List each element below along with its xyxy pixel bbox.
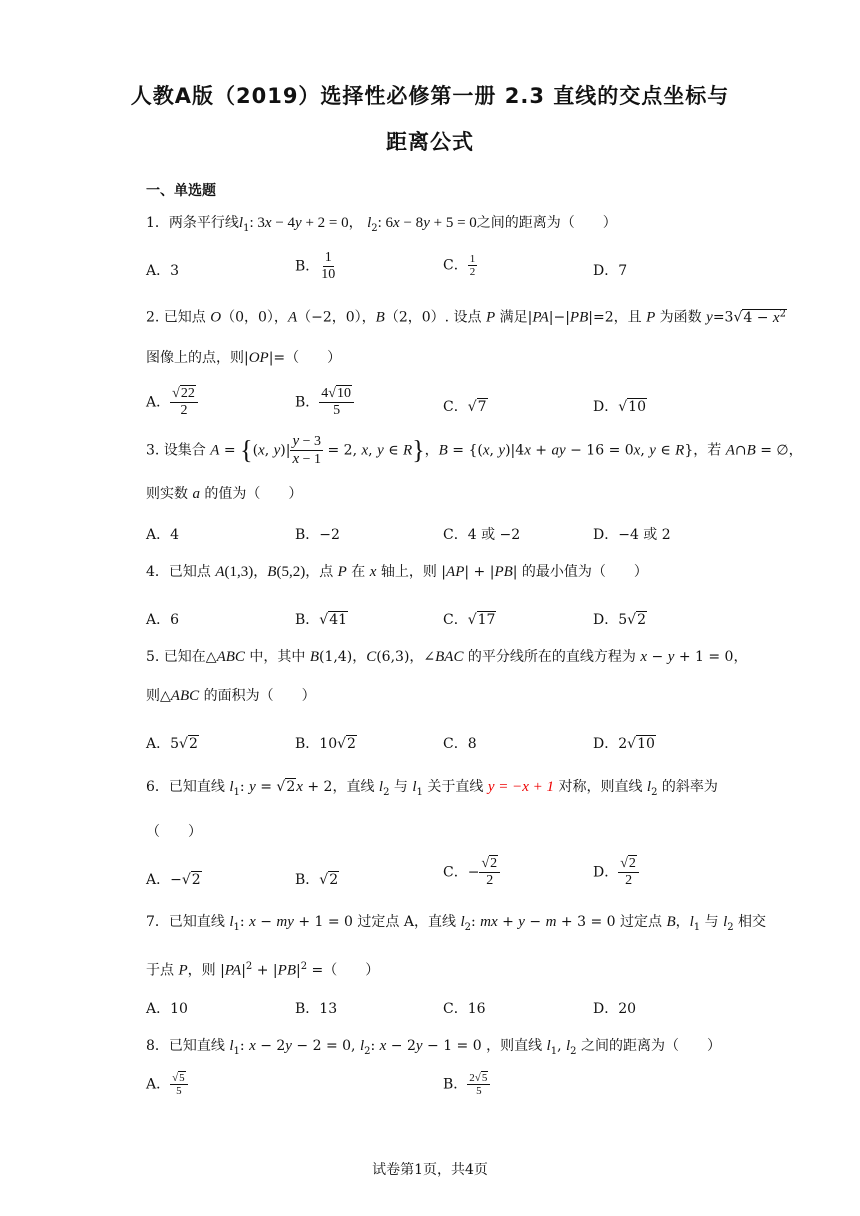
page-title-line1: 人教A版（2019）选择性必修第一册 2.3 直线的交点坐标与 bbox=[130, 84, 730, 108]
q2-option-a: A． $\frac{√22}{2}$ bbox=[146, 386, 198, 419]
q4-option-d: D．5√2 bbox=[593, 612, 646, 628]
question-5-cont: 则△ABC 的面积为（ ） bbox=[146, 688, 316, 704]
q5-option-b: B．10√2 bbox=[295, 736, 356, 752]
q6-option-d: D． $\frac{√2}{2}$ bbox=[593, 856, 639, 889]
q2-option-b: B． $\frac{4√10}{5}$ bbox=[295, 386, 354, 419]
q1-option-a: A．3 bbox=[146, 263, 180, 279]
question-2-cont: 图像上的点，则|OP|=（ ） bbox=[146, 350, 342, 366]
q1-option-b: B． $\frac{1}{10}$ bbox=[295, 250, 336, 282]
q8-option-b: B． $\frac{2√5}{5}$ bbox=[443, 1072, 490, 1097]
question-3: 3. 设集合 A = {(x, y)| $\frac{y - 3}{x - 1}$ = 2, x, y ∈ R}，B = {(x, y)|4x + ay − 16 = 0x, y ∈ R}，若 A∩B = ∅， bbox=[146, 433, 803, 467]
question-6: 6．已知直线 $l_1$: y = √2x + 2，直线 $l_2$ 与 $l_1$ 关于直线 y = −x + 1 对称，则直线 $l_2$ 的斜率为 bbox=[146, 779, 718, 798]
q1-option-d: D．7 bbox=[593, 263, 628, 279]
q6-option-b: B．√2 bbox=[295, 872, 339, 888]
page-title-line2: 距离公式 bbox=[386, 130, 474, 154]
q4-option-c: C．√17 bbox=[443, 612, 496, 628]
q3-option-b: B．−2 bbox=[295, 527, 340, 543]
page-footer: 试卷第1页，共4页 bbox=[372, 1162, 488, 1178]
question-3-cont: 则实数 a 的值为（ ） bbox=[146, 486, 303, 502]
q2-option-d: D．√10 bbox=[593, 399, 646, 415]
question-5: 5. 已知在△ABC 中，其中 B(1,4)，C(6,3)，∠BAC 的平分线所在的直线方程为 x − y + 1 = 0， bbox=[146, 649, 748, 665]
question-7-cont: 于点 P，则 $|PA|^2 + |PB|^2$ =（ ） bbox=[146, 961, 380, 979]
q7-option-b: B．13 bbox=[295, 1001, 338, 1017]
q3-option-a: A．4 bbox=[146, 527, 180, 543]
question-7: 7．已知直线 $l_1$: x − my + 1 = 0 过定点 A，直线 $l_2$: mx + y − m + 3 = 0 过定点 B，$l_1$ 与 $l_2$ 相交 bbox=[146, 914, 767, 933]
q3-option-d: D．−4 或 2 bbox=[593, 527, 671, 543]
question-6-cont: （ ） bbox=[146, 824, 202, 840]
q4-option-a: A．6 bbox=[146, 612, 180, 628]
q6-option-c: C．− $\frac{√2}{2}$ bbox=[443, 856, 500, 889]
question-4: 4．已知点 A(1,3)，B(5,2)，点 P 在 x 轴上，则 |AP| + |PB| 的最小值为（ ） bbox=[146, 564, 648, 580]
q5-option-c: C．8 bbox=[443, 736, 477, 752]
q8-option-a: A． $\frac{√5}{5}$ bbox=[146, 1072, 188, 1097]
q7-option-a: A．10 bbox=[146, 1001, 188, 1017]
q6-option-a: A．−√2 bbox=[146, 872, 201, 888]
question-1: 1．两条平行线$l_1$: 3x − 4y + 2 = 0， $l_2$: 6x − 8y + 5 = 0之间的距离为（ ） bbox=[146, 215, 617, 234]
section-heading: 一、单选题 bbox=[146, 183, 216, 199]
q7-option-c: C．16 bbox=[443, 1001, 486, 1017]
question-2: 2. 已知点 O（0，0），A（−2，0），B（2，0）. 设点 P 满足|PA|−|PB|=2，且 P 为函数 $y=3√4 - x^2$ bbox=[146, 308, 786, 326]
q3-option-c: C．4 或 −2 bbox=[443, 527, 521, 543]
q5-option-d: D．2√10 bbox=[593, 736, 655, 752]
q7-option-d: D．20 bbox=[593, 1001, 637, 1017]
question-8: 8．已知直线 $l_1$: x − 2y − 2 = 0, $l_2$: x − 2y − 1 = 0 ，则直线 $l_1$, $l_2$ 之间的距离为（ ） bbox=[146, 1038, 721, 1057]
q1-option-c: C． $\frac{1}{2}$ bbox=[443, 253, 476, 278]
q4-option-b: B．√41 bbox=[295, 612, 348, 628]
q5-option-a: A．5√2 bbox=[146, 736, 198, 752]
q2-option-c: C．√7 bbox=[443, 399, 487, 415]
